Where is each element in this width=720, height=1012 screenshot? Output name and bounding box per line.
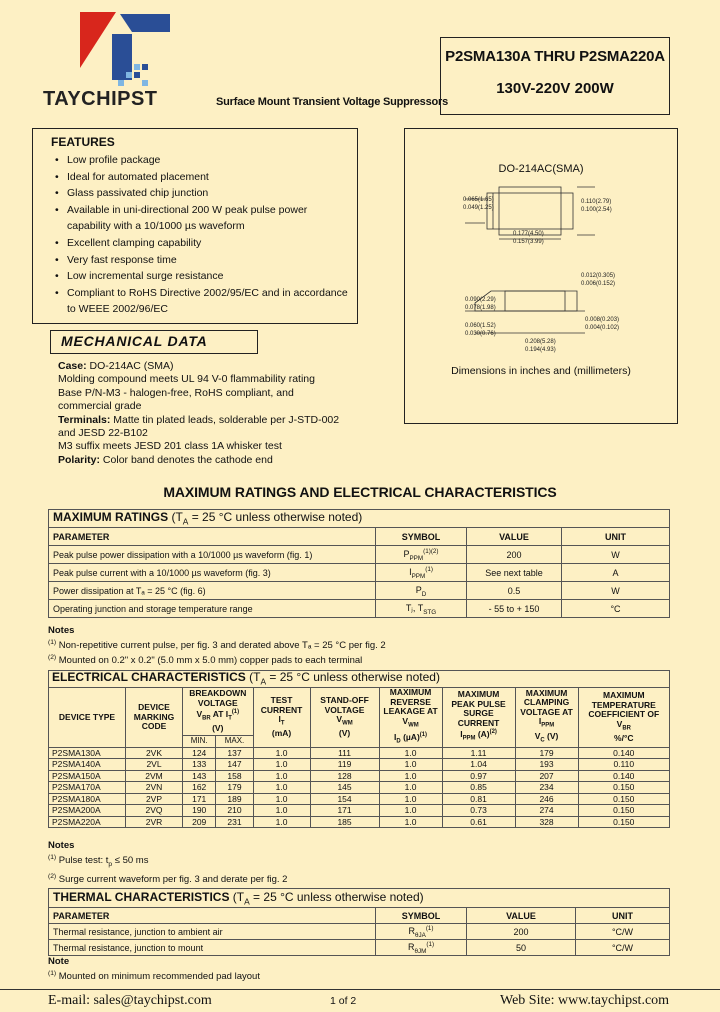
mech-terminals: Terminals: Matte tin plated leads, solderable per J-STD-002 and JESD 22-B102 xyxy=(58,413,340,440)
col-device-type: DEVICE TYPE xyxy=(49,688,126,748)
thermal-notes: Note $^{(1)}$ Mounted on minimum recommended pad layout xyxy=(48,956,260,983)
col-symbol: SYMBOL xyxy=(376,908,467,924)
table-row: P2SMA170A 2VN 162 179 1.0 145 1.0 0.85 234 0.150 xyxy=(49,782,670,794)
part-range: P2SMA130A THRU P2SMA220A xyxy=(445,48,665,65)
table-row: Peak pulse power dissipation with a 10/1000 µs waveform (fig. 1) $P_{PPM}^{(1)(2)}$ 200 W xyxy=(49,546,670,564)
footer-website: Web Site: www.taychipst.com xyxy=(500,993,670,1008)
feature-item: • Ideal for automated placement xyxy=(55,169,349,186)
mech-molding: Molding compound meets UL 94 V-0 flammability rating xyxy=(58,373,315,386)
col-parameter: PARAMETER xyxy=(49,908,376,924)
feature-item: • Compliant to RoHS Directive 2002/95/EC and in accordance to WEEE 2002/96/EC xyxy=(55,285,349,318)
mech-case: Case: DO-214AC (SMA) xyxy=(58,360,174,372)
table-row: P2SMA150A 2VM 143 158 1.0 128 1.0 0.97 207 0.140 xyxy=(49,770,670,782)
section-title: MAXIMUM RATINGS AND ELECTRICAL CHARACTERISTICS xyxy=(163,484,557,500)
dim-label: 0.006(0.152) xyxy=(581,281,616,287)
dim-label: 0.194(4.93) xyxy=(525,347,556,353)
dim-label: 0.177(4.50) xyxy=(513,231,544,237)
feature-item: • Very fast response time xyxy=(55,252,349,269)
table-row: P2SMA130A 2VK 124 137 1.0 111 1.0 1.11 179 0.140 xyxy=(49,747,670,759)
feature-item: • Available in uni-directional 200 W peak pulse power capability with a 10/1000 µs waveform xyxy=(55,202,349,235)
dim-label: 0.049(1.25) xyxy=(463,205,494,211)
part-range-box xyxy=(440,37,670,115)
feature-item: • Low profile package xyxy=(55,152,349,169)
col-symbol: SYMBOL xyxy=(376,528,467,546)
col-value: VALUE xyxy=(467,528,562,546)
feature-item: • Glass passivated chip junction xyxy=(55,185,349,202)
dim-label: 0.157(3.99) xyxy=(513,239,544,245)
table-row: Peak pulse current with a 10/1000 µs waveform (fig. 3) $I_{PPM}^{(1)}$ See next table A xyxy=(49,564,670,582)
mechanical-data xyxy=(58,360,346,467)
voltage-power-rating: 130V-220V 200W xyxy=(496,80,614,97)
table-row: Operating junction and storage temperature range Tⱼ, $T_{STG}$ - 55 to + 150 °C xyxy=(49,600,670,618)
table-row: P2SMA220A 2VR 209 231 1.0 185 1.0 0.61 328 0.150 xyxy=(49,816,670,828)
dim-label: 0.065(1.65) xyxy=(463,197,494,203)
dim-label: 0.004(0.102) xyxy=(585,325,620,331)
electrical-header: ELECTRICAL CHARACTERISTICS ($T_A = 25$ °C unless otherwise noted) xyxy=(49,671,670,688)
feature-item: • Excellent clamping capability xyxy=(55,235,349,252)
dim-label: 0.012(0.305) xyxy=(581,273,616,279)
thermal-table xyxy=(48,888,670,956)
footer-email: E-mail: sales@taychipst.com xyxy=(48,993,212,1008)
package-name: DO-214AC(SMA) xyxy=(498,163,584,175)
features-title: FEATURES xyxy=(51,135,115,149)
features-list xyxy=(55,152,349,318)
package-outline-drawing xyxy=(405,129,677,423)
max-ratings-notes: Notes $^{(1)}$ Non-repetitive current pulse, per fig. 3 and derated above Tₐ = 25 °C per fig. 2 $^{(2)}$ Mounted on 0.2" x 0.2" (5.0 mm x 5.0 mm) copper pads to each terminal xyxy=(48,625,386,667)
col-min: MIN. xyxy=(183,736,216,748)
package-diagram-box xyxy=(404,128,678,424)
dim-label: 0.208(5.28) xyxy=(525,339,556,345)
mech-base: Base P/N-M3 - halogen-free, RoHS compliant, and commercial grade xyxy=(58,386,294,413)
table-row: Power dissipation at Tₐ = 25 °C (fig. 6) $P_D$ 0.5 W xyxy=(49,582,670,600)
col-surge: MAXIMUM PEAK PULSE SURGE CURRENT $I_{PPM}$ $(A)^{(2)}$ xyxy=(442,688,515,748)
dim-label: 0.008(0.203) xyxy=(585,317,620,323)
table-row: Thermal resistance, junction to ambient air $R_{\theta JA}^{(1)}$ 200 °C/W xyxy=(49,924,670,940)
document-subtitle: Surface Mount Transient Voltage Suppressors xyxy=(216,96,449,108)
col-standoff: STAND-OFF VOLTAGE $V_{WM}$ (V) xyxy=(310,688,379,748)
dim-label: 0.100(2.54) xyxy=(581,207,612,213)
col-leakage: MAXIMUM REVERSE LEAKAGE AT $V_{WM}$ $I_D$ $(\mu A)^{(1)}$ xyxy=(379,688,442,748)
electrical-table xyxy=(48,670,670,828)
col-test-current: TEST CURRENT $I_T$ (mA) xyxy=(253,688,310,748)
max-ratings-header: MAXIMUM RATINGS ($T_A = 25$ °C unless otherwise noted) xyxy=(49,510,670,528)
dim-label: 0.078(1.98) xyxy=(465,305,496,311)
footer-divider xyxy=(0,989,720,990)
page-number: 1 of 2 xyxy=(330,995,357,1007)
table-row: Thermal resistance, junction to mount $R_{\theta JM}^{(1)}$ 50 °C/W xyxy=(49,940,670,956)
thermal-header: THERMAL CHARACTERISTICS ($T_A = 25$ °C unless otherwise noted) xyxy=(49,889,670,908)
col-unit: UNIT xyxy=(562,528,670,546)
col-max: MAX. xyxy=(216,736,253,748)
electrical-notes: Notes $^{(1)}$ Pulse test: $t_p \le 50$ ms $^{(2)}$ Surge current waveform per fig. 3 and derate per fig. 2 xyxy=(48,840,288,886)
features-box xyxy=(32,128,358,324)
dim-label: 0.090(2.29) xyxy=(465,297,496,303)
col-temp-coeff: MAXIMUM TEMPERATURE COEFFICIENT OF $V_{BR}$ %/°C xyxy=(578,688,669,748)
col-marking: DEVICE MARKING CODE xyxy=(126,688,183,748)
mech-polarity: Polarity: Color band denotes the cathode end xyxy=(58,453,273,466)
max-ratings-table xyxy=(48,509,670,618)
mech-m3: M3 suffix meets JESD 201 class 1A whisker test xyxy=(58,440,282,453)
col-parameter: PARAMETER xyxy=(49,528,376,546)
dim-label: 0.110(2.79) xyxy=(581,199,612,205)
col-clamp: MAXIMUM CLAMPING VOLTAGE AT $I_{PPM}$ $V_C$ (V) xyxy=(515,688,578,748)
brand-name: TAYCHIPST xyxy=(43,88,158,110)
mechanical-title-box xyxy=(50,330,258,354)
feature-item: • Low incremental surge resistance xyxy=(55,268,349,285)
table-row: P2SMA180A 2VP 171 189 1.0 154 1.0 0.81 246 0.150 xyxy=(49,793,670,805)
dim-label: 0.030(0.76) xyxy=(465,331,496,337)
dim-label: 0.060(1.52) xyxy=(465,323,496,329)
mechanical-title: MECHANICAL DATA xyxy=(61,333,208,349)
taychipst-logo xyxy=(78,10,174,90)
col-unit: UNIT xyxy=(576,908,670,924)
dimension-note: Dimensions in inches and (millimeters) xyxy=(451,365,631,377)
col-breakdown: BREAKDOWN VOLTAGE $V_{BR}$ AT $I_T^{(1)}$ (V) xyxy=(183,688,254,736)
table-row: P2SMA200A 2VQ 190 210 1.0 171 1.0 0.73 274 0.150 xyxy=(49,805,670,817)
table-row: P2SMA140A 2VL 133 147 1.0 119 1.0 1.04 193 0.110 xyxy=(49,759,670,771)
col-value: VALUE xyxy=(467,908,576,924)
